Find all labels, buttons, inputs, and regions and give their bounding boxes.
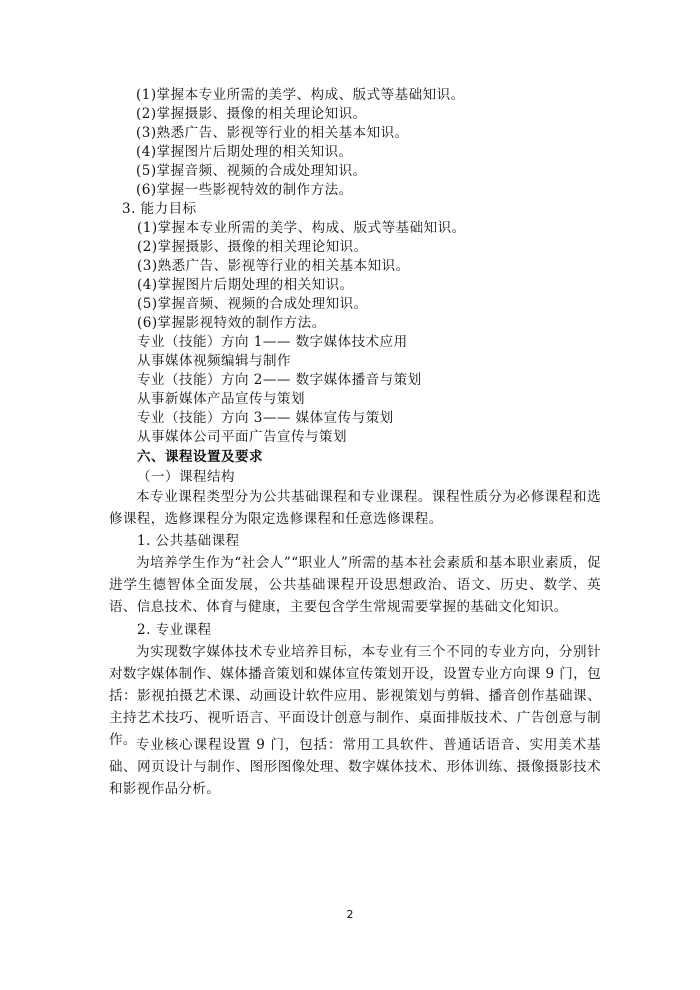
knowledge-item-6: (6)掌握一些影视特效的制作方法。 <box>136 182 353 198</box>
ability-item-1: (1)掌握本专业所需的美学、构成、版式等基础知识。 <box>137 220 466 236</box>
direction-1-title: 专业（技能）方向 1—— 数字媒体技术应用 <box>137 334 408 350</box>
knowledge-item-3: (3)熟悉广告、影视等行业的相关基本知识。 <box>136 125 409 141</box>
ability-item-6: (6)掌握影视特效的制作方法。 <box>137 315 326 331</box>
page-number: 2 <box>346 908 354 921</box>
major-courses-paragraph: 为实现数字媒体技术专业培养目标，本专业有三个不同的专业方向，分别针对数字媒体制作、媒体播音策划和媒体宣传策划开设，设置专业方向课 9 门，包括：影视拍摄艺术课、动画设计软件应用、影视策划与剪辑、播音创作基础课、主持艺术技巧、视听语言、平面设计创意与制作、桌面排版技术、广告创意与制作。 <box>109 644 601 748</box>
major-courses-heading: 2. 专业课程 <box>137 622 212 638</box>
ability-item-4: (4)掌握图片后期处理的相关知识。 <box>137 277 354 293</box>
knowledge-item-4: (4)掌握图片后期处理的相关知识。 <box>136 144 353 160</box>
core-courses-paragraph: 专业核心课程设置 9 门，包括：常用工具软件、普通话语音、实用美术基础、网页设计与制作、图形图像处理、数字媒体技术、形体训练、摄像摄影技术和影视作品分析。 <box>109 737 601 797</box>
ability-item-5: (5)掌握音频、视频的合成处理知识。 <box>137 296 368 312</box>
section-6-subheading: （一）课程结构 <box>137 469 235 485</box>
direction-3-desc: 从事媒体公司平面广告宣传与策划 <box>137 429 347 445</box>
ability-heading: 3. 能力目标 <box>122 201 197 217</box>
direction-2-desc: 从事新媒体产品宣传与策划 <box>137 391 305 407</box>
direction-1-desc: 从事媒体视频编辑与制作 <box>137 353 291 369</box>
knowledge-item-1: (1)掌握本专业所需的美学、构成、版式等基础知识。 <box>136 87 465 103</box>
course-structure-paragraph: 本专业课程类型分为公共基础课程和专业课程。课程性质分为必修课程和选修课程，选修课程分为限定选修课程和任意选修课程。 <box>109 489 601 527</box>
direction-2-title: 专业（技能）方向 2—— 数字媒体播音与策划 <box>137 372 422 388</box>
direction-3-title: 专业（技能）方向 3—— 媒体宣传与策划 <box>137 410 394 426</box>
section-6-heading: 六、课程设置及要求 <box>137 449 263 465</box>
knowledge-item-2: (2)掌握摄影、摄像的相关理论知识。 <box>136 106 367 122</box>
ability-item-3: (3)熟悉广告、影视等行业的相关基本知识。 <box>137 258 410 274</box>
public-courses-heading: 1. 公共基础课程 <box>137 533 240 549</box>
ability-item-2: (2)掌握摄影、摄像的相关理论知识。 <box>137 239 368 255</box>
knowledge-item-5: (5)掌握音频、视频的合成处理知识。 <box>136 163 367 179</box>
public-courses-paragraph: 为培养学生作为“社会人”“职业人”所需的基本社会素质和基本职业素质，促进学生德智体全面发展，公共基础课程开设思想政治、语文、历史、数学、英语、信息技术、体育与健康，主要包含学生常规需要掌握的基础文化知识。 <box>109 555 601 615</box>
